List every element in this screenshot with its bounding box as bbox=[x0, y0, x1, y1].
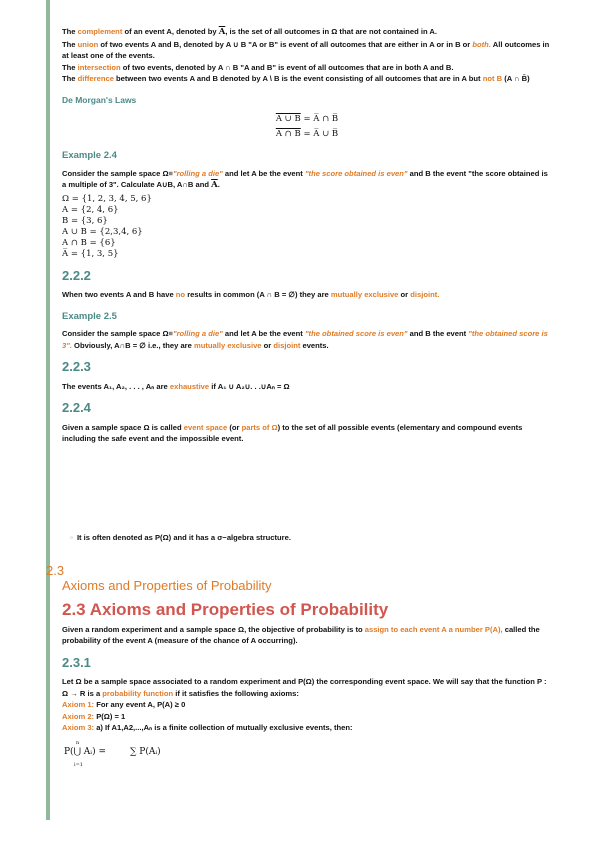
section-2-3-1-heading: 2.3.1 bbox=[62, 654, 91, 670]
section-2-2-2-heading: 2.2.2 bbox=[62, 267, 91, 283]
intersection-definition: The intersection of two events, denoted by A ∩ B "A and B" is event of all outcomes that are in both A and B. bbox=[62, 62, 454, 72]
section-2-2-4-heading: 2.2.4 bbox=[62, 400, 91, 415]
demorgan-heading: De Morgan's Laws bbox=[62, 94, 137, 105]
solution-line: B = {3, 6} bbox=[62, 215, 108, 226]
axiom-3: Axiom 3: a) If A1,A2,...,Aₙ is a finite collection of mutually exclusive events, then: bbox=[62, 723, 353, 732]
example-2-5-text: Consider the sample space Ω≡"rolling a die" and let A be the event "the obtained score is even" and B the event "the obtained score is 3". Obviously, A∩B = ∅ i.e., they are mutually exclusive or disjoint events. bbox=[62, 329, 548, 350]
section-2-2-4-text: Given a sample space Ω is called event space (or parts of Ω) to the set of all possible events (elementary and compound events including the safe event and the impossible event. bbox=[62, 422, 523, 443]
page-title: 2.3 Axioms and Properties of Probability bbox=[62, 600, 389, 619]
union-definition: The union of two events A and B, denoted by A ∪ B "A or B" is event of all outcomes that are either in A or in B or both. All outcomes in at least one of the events. bbox=[62, 39, 550, 60]
section-2-2-3-heading: 2.2.3 bbox=[62, 359, 91, 374]
section-2-3-label bbox=[46, 563, 566, 593]
example-2-4-text: Consider the sample space Ω≡"rolling a die" and let A be the event "the score obtained is even" and B the event "the score obtained is a multiple of 3". Calculate A∪B, A∩B and $\overline{A}$. bbox=[62, 168, 548, 190]
example-2-4-solution bbox=[62, 194, 552, 260]
solution-line: A̅ = {1, 3, 5} bbox=[62, 248, 119, 259]
example-2-5-heading: Example 2.5 bbox=[62, 310, 117, 322]
section-2-2-3-text: The events A₁, A₂, . . . , Aₙ are exhaustive if A₁ ∪ A₂∪. . .∪Aₙ = Ω bbox=[62, 381, 290, 391]
axiom-3-formula bbox=[62, 738, 552, 772]
demorgan-equations bbox=[62, 112, 552, 142]
union-upper-limit: n bbox=[76, 739, 80, 746]
demorgan-eq-2: A ∩ B = A̅ ∪ B̅ bbox=[275, 129, 339, 139]
section-2-3-text: Given a random experiment and a sample space Ω, the objective of probability is to assign to each event A a number P(A), called the probability of the event A (measure of the chance of A occurring). bbox=[62, 624, 540, 645]
solution-line: Ω = {1, 2, 3, 4, 5, 6} bbox=[62, 193, 152, 204]
difference-definition: The difference between two events A and B denoted by A \ B is the event consisting of all outcomes that are in A but not B (A ∩ B̄) bbox=[62, 74, 530, 83]
example-2-4-heading: Example 2.4 bbox=[62, 150, 117, 161]
axiom-1: Axiom 1: For any event A, P(A) ≥ 0 bbox=[62, 700, 186, 709]
left-margin-rule bbox=[46, 0, 50, 820]
axiom-2: Axiom 2: P(Ω) = 1 bbox=[62, 711, 126, 721]
demorgan-eq-1: A ∪ B = A̅ ∩ B̅ bbox=[275, 114, 339, 124]
solution-line: A ∪ B = {2,3,4, 6} bbox=[62, 226, 143, 237]
section-number: 2.3 bbox=[46, 563, 65, 578]
document-content bbox=[62, 26, 552, 445]
solution-line: A = {2, 4, 6} bbox=[62, 204, 119, 215]
complement-definition: The complement of an event A, denoted by $\overline{A}$, is the set of all outcomes in Ω that are not contained in A. bbox=[62, 27, 438, 37]
section-2-3-content bbox=[62, 600, 552, 772]
solution-line: A ∩ B = {6} bbox=[62, 237, 116, 248]
section-2-2-2-text: When two events A and B have no results in common (A ∩ B = ∅) they are mutually exclusive or disjoint. bbox=[62, 290, 440, 299]
union-lower-limit: i=1 bbox=[74, 761, 83, 768]
bullet-icon: ▫ bbox=[70, 533, 73, 542]
section-title: Axioms and Properties of Probability bbox=[62, 578, 272, 593]
formula-rhs: ∑ P(Aᵢ) bbox=[130, 746, 161, 757]
section-2-3-1-text: Let Ω be a sample space associated to a random experiment and P(Ω) the corresponding event space. We will say that the function P : Ω → R is a probability function if it satisfies the following axioms: bbox=[62, 677, 547, 698]
list-item: ▫ It is often denoted as P(Ω) and it has a σ−algebra structure. bbox=[70, 533, 291, 542]
formula-lhs: P(⋃ Aᵢ) = bbox=[64, 746, 107, 757]
